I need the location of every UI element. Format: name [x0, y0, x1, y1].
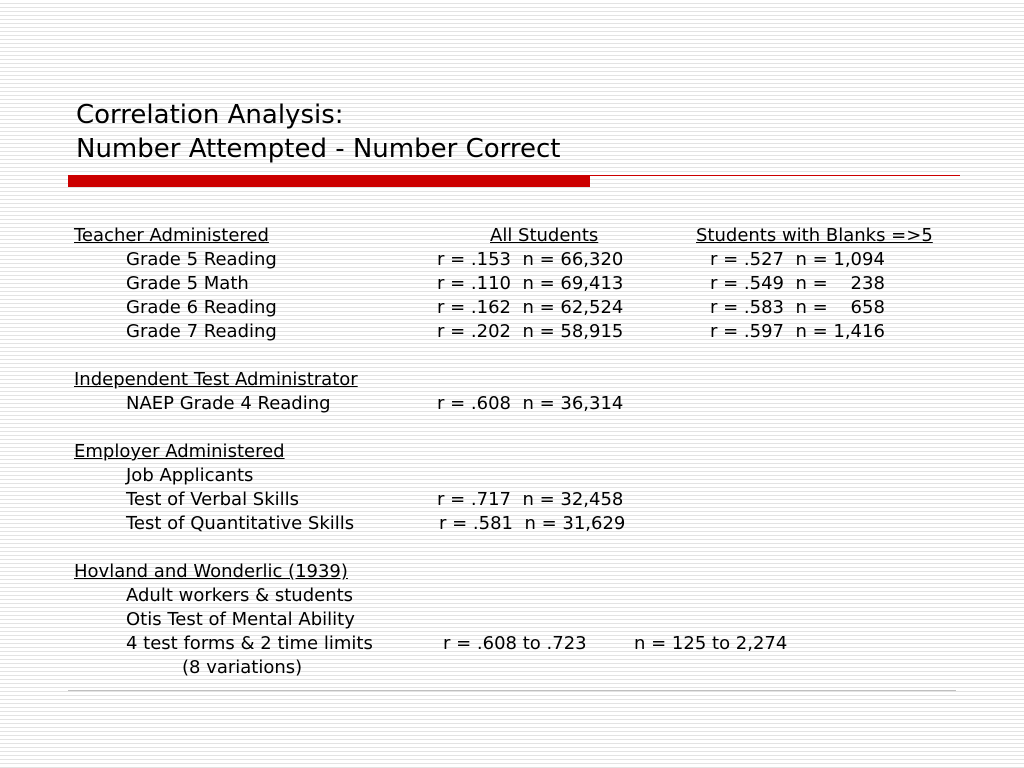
row-blanks-value: r = .583 n = 658: [710, 297, 885, 318]
row-blanks-value: r = .527 n = 1,094: [710, 249, 885, 270]
section-heading-hovland: Hovland and Wonderlic (1939): [74, 561, 348, 582]
row-label: NAEP Grade 4 Reading: [126, 393, 331, 414]
row-all-students-value: r = .162 n = 62,524: [437, 297, 624, 318]
header-teacher-administered: Teacher Administered: [74, 225, 269, 246]
row-blanks-value: r = .549 n = 238: [710, 273, 885, 294]
hovland-line-3-r: r = .608 to .723: [443, 633, 587, 654]
section-heading-independent: Independent Test Administrator: [74, 369, 358, 390]
row-label: Grade 5 Math: [126, 273, 249, 294]
row-value: r = .581 n = 31,629: [439, 513, 626, 534]
row-value: r = .608 n = 36,314: [437, 393, 624, 414]
row-all-students-value: r = .153 n = 66,320: [437, 249, 624, 270]
row-label: Test of Verbal Skills: [126, 489, 300, 510]
title-accent-rule: [590, 175, 960, 176]
row-label: Grade 6 Reading: [126, 297, 277, 318]
subheading-job-applicants: Job Applicants: [126, 465, 254, 486]
hovland-line-4: (8 variations): [182, 657, 303, 678]
hovland-line-3-label: 4 test forms & 2 time limits: [126, 633, 373, 654]
title-line-1: Correlation Analysis:: [76, 100, 344, 130]
hovland-line-1: Adult workers & students: [126, 585, 354, 606]
bottom-divider: [68, 690, 956, 691]
slide-title: [76, 98, 560, 166]
hovland-line-2: Otis Test of Mental Ability: [126, 609, 355, 630]
row-value: r = .717 n = 32,458: [437, 489, 624, 510]
title-line-2: Number Attempted - Number Correct: [76, 134, 561, 164]
row-all-students-value: r = .202 n = 58,915: [437, 321, 624, 342]
row-blanks-value: r = .597 n = 1,416: [710, 321, 885, 342]
hovland-line-3-n: n = 125 to 2,274: [634, 633, 788, 654]
row-all-students-value: r = .110 n = 69,413: [437, 273, 624, 294]
section-heading-employer: Employer Administered: [74, 441, 285, 462]
title-accent-bar: [68, 175, 590, 187]
row-label: Grade 7 Reading: [126, 321, 277, 342]
header-students-with-blanks: Students with Blanks =>5: [696, 225, 933, 246]
row-label: Test of Quantitative Skills: [126, 513, 355, 534]
row-label: Grade 5 Reading: [126, 249, 277, 270]
header-all-students: All Students: [490, 225, 599, 246]
